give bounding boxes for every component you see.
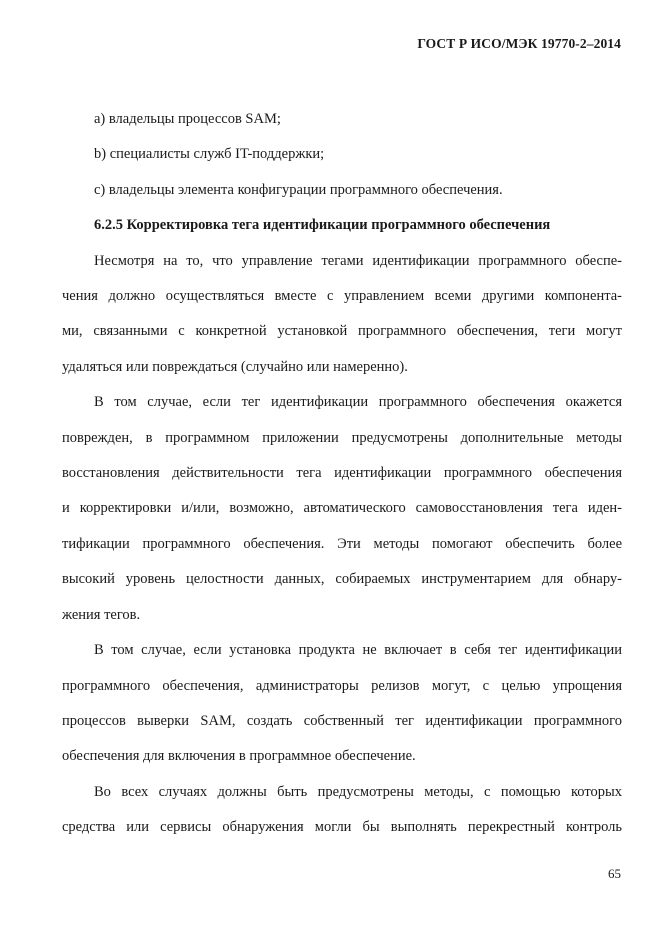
paragraph-line: ми, связанными с конкретной установкой программного обеспечения, теги могут <box>62 323 622 340</box>
standard-code-header: ГОСТ Р ИСО/МЭК 19770-2–2014 <box>417 36 621 51</box>
list-item-b: b) специалисты служб IT-поддержки; <box>94 146 325 163</box>
paragraph-4 <box>62 775 622 846</box>
paragraph-line: Несмотря на то, что управление тегами идентификации программного обеспе- <box>94 252 622 269</box>
paragraph-2 <box>62 385 622 633</box>
paragraph-line: удаляться или повреждаться (случайно или намеренно). <box>62 358 408 375</box>
list-item-a: a) владельцы процессов SAM; <box>94 111 281 127</box>
paragraph-line: поврежден, в программном приложении предусмотрены дополнительные методы <box>62 429 622 446</box>
paragraph-line: программного обеспечения, администраторы релизов могут, с целью упрощения <box>62 677 622 694</box>
paragraph-line: В том случае, если установка продукта не включает в себя тег идентификации <box>94 642 622 659</box>
document-body <box>62 102 622 846</box>
paragraph-line: чения должно осуществляться вместе с управлением всеми другими компонента- <box>62 288 622 305</box>
paragraph-line: обеспечения для включения в программное обеспечение. <box>62 748 416 765</box>
paragraph-line: жения тегов. <box>62 606 141 623</box>
paragraph-line: Во всех случаях должны быть предусмотрены методы, с помощью которых <box>94 783 622 800</box>
paragraph-line: восстановления действительности тега идентификации программного обеспечения <box>62 465 622 482</box>
paragraph-line: тификации программного обеспечения. Эти методы помогают обеспечить более <box>62 535 622 552</box>
paragraph-1 <box>62 244 622 386</box>
paragraph-line: В том случае, если тег идентификации программного обеспечения окажется <box>94 394 622 411</box>
paragraph-line: высокий уровень целостности данных, собираемых инструментарием для обнару- <box>62 571 622 588</box>
paragraph-3 <box>62 633 622 775</box>
paragraph-line: и корректировки и/или, возможно, автоматического самовосстановления тега иден- <box>62 500 622 517</box>
list-item-c: c) владельцы элемента конфигурации программного обеспечения. <box>94 181 503 198</box>
section-heading: 6.2.5 Корректировка тега идентификации программного обеспечения <box>94 217 551 234</box>
paragraph-line: средства или сервисы обнаружения могли бы выполнять перекрестный контроль <box>62 819 622 836</box>
page-number: 65 <box>608 866 621 881</box>
paragraph-line: процессов выверки SAM, создать собственный тег идентификации программного <box>62 712 622 729</box>
